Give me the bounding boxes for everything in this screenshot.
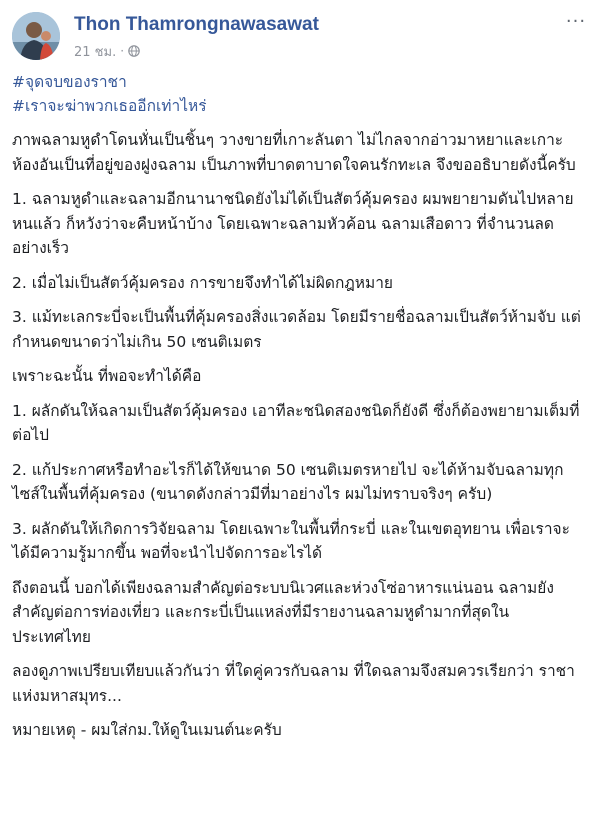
post-content xyxy=(12,70,582,753)
globe-icon[interactable] xyxy=(128,45,140,57)
avatar[interactable] xyxy=(12,12,60,60)
hashtag-link[interactable]: #เราจะฆ่าพวกเธออีกเท่าไหร่ xyxy=(12,97,207,115)
post-paragraph-compare: ลองดูภาพเปรียบเทียบแล้วกันว่า ที่ใดคู่ควรกับฉลาม ที่ใดฉลามจึงสมควรเรียกว่า ราชาแห่งมหาสมุทร... xyxy=(12,662,575,705)
post-paragraph-action-1: 1. ผลักดันให้ฉลามเป็นสัตว์คุ้มครอง เอาทีละชนิดสองชนิดก็ยังดี ซึ่งก็ต้องพยายามเต็มที่ต่อไป xyxy=(12,401,580,444)
author-name[interactable]: Thon Thamrongnawasawat xyxy=(74,14,319,35)
post-paragraph-point-2: 2. เมื่อไม่เป็นสัตว์คุ้มครอง การขายจึงทำได้ไม่ผิดกฎหมาย xyxy=(12,273,393,292)
post-paragraph-note: หมายเหตุ - ผมใส่กม.ให้ดูในเมนต์นะครับ xyxy=(12,721,282,739)
post-timestamp[interactable]: 21 ชม. xyxy=(74,44,117,60)
post-paragraph-therefore: เพราะฉะนั้น ที่พอจะทำได้คือ xyxy=(12,367,202,385)
post-paragraph-point-3: 3. แม้ทะเลกระบี่จะเป็นพื้นที่คุ้มครองสิ่งแวดล้อม โดยมีรายชื่อฉลามเป็นสัตว์ห้ามจับ แต่กำหนดขนาดว่าไม่เกิน 50 เซนติเมตร xyxy=(12,308,581,351)
post-header xyxy=(12,10,588,66)
post-paragraph-summary: ถึงตอนนี้ บอกได้เพียงฉลามสำคัญต่อระบบนิเวศและห่วงโซ่อาหารแน่นอน ฉลามยังสำคัญต่อการท่องเที่ยว และกระบี่เป็นแหล่งที่มีรายงานฉลามหูดำมากที่สุดในประเทศไทย xyxy=(12,578,554,646)
hashtag-list xyxy=(12,70,582,118)
post-paragraph-intro: ภาพฉลามหูดำโดนหั่นเป็นชิ้นๆ วางขายที่เกาะลันตา ไม่ไกลจากอ่าวมาหยาและเกาะห้องอันเป็นที่อยู่ของฝูงฉลาม เป็นภาพที่บาดตาบาดใจคนรักทะเล จึงขออธิบายดังนี้ครับ xyxy=(12,131,576,174)
post-paragraph-action-2: 2. แก้ประกาศหรือทำอะไรก็ได้ให้ขนาด 50 เซนติเมตรหายไป จะได้ห้ามจับฉลามทุกไซส์ในพื้นที่คุ้มครอง (ขนาดดังกล่าวมีที่มาอย่างไร ผมไม่ทราบจริงๆ ครับ) xyxy=(12,460,564,503)
meta-separator: · xyxy=(120,44,125,58)
hashtag-link[interactable]: #จุดจบของราชา xyxy=(12,73,127,91)
post-paragraph-point-1: 1. ฉลามหูดำและฉลามอีกนานาชนิดยังไม่ได้เป็นสัตว์คุ้มครอง ผมพยายามดันไปหลายหนแล้ว ก็หวังว่าจะคืบหน้าบ้าง โดยเฉพาะฉลามหัวค้อน ฉลามเสือดาว ที่จำนวนลดอย่างเร็ว xyxy=(12,190,574,257)
post-paragraph-action-3: 3. ผลักดันให้เกิดการวิจัยฉลาม โดยเฉพาะในพื้นที่กระบี่ และในเขตอุทยาน เพื่อเราจะได้มีความรู้มากขึ้น พอที่จะนำไปจัดการอะไรได้ xyxy=(12,519,570,562)
more-options-icon[interactable]: ··· xyxy=(565,11,587,32)
post-meta xyxy=(74,42,140,60)
